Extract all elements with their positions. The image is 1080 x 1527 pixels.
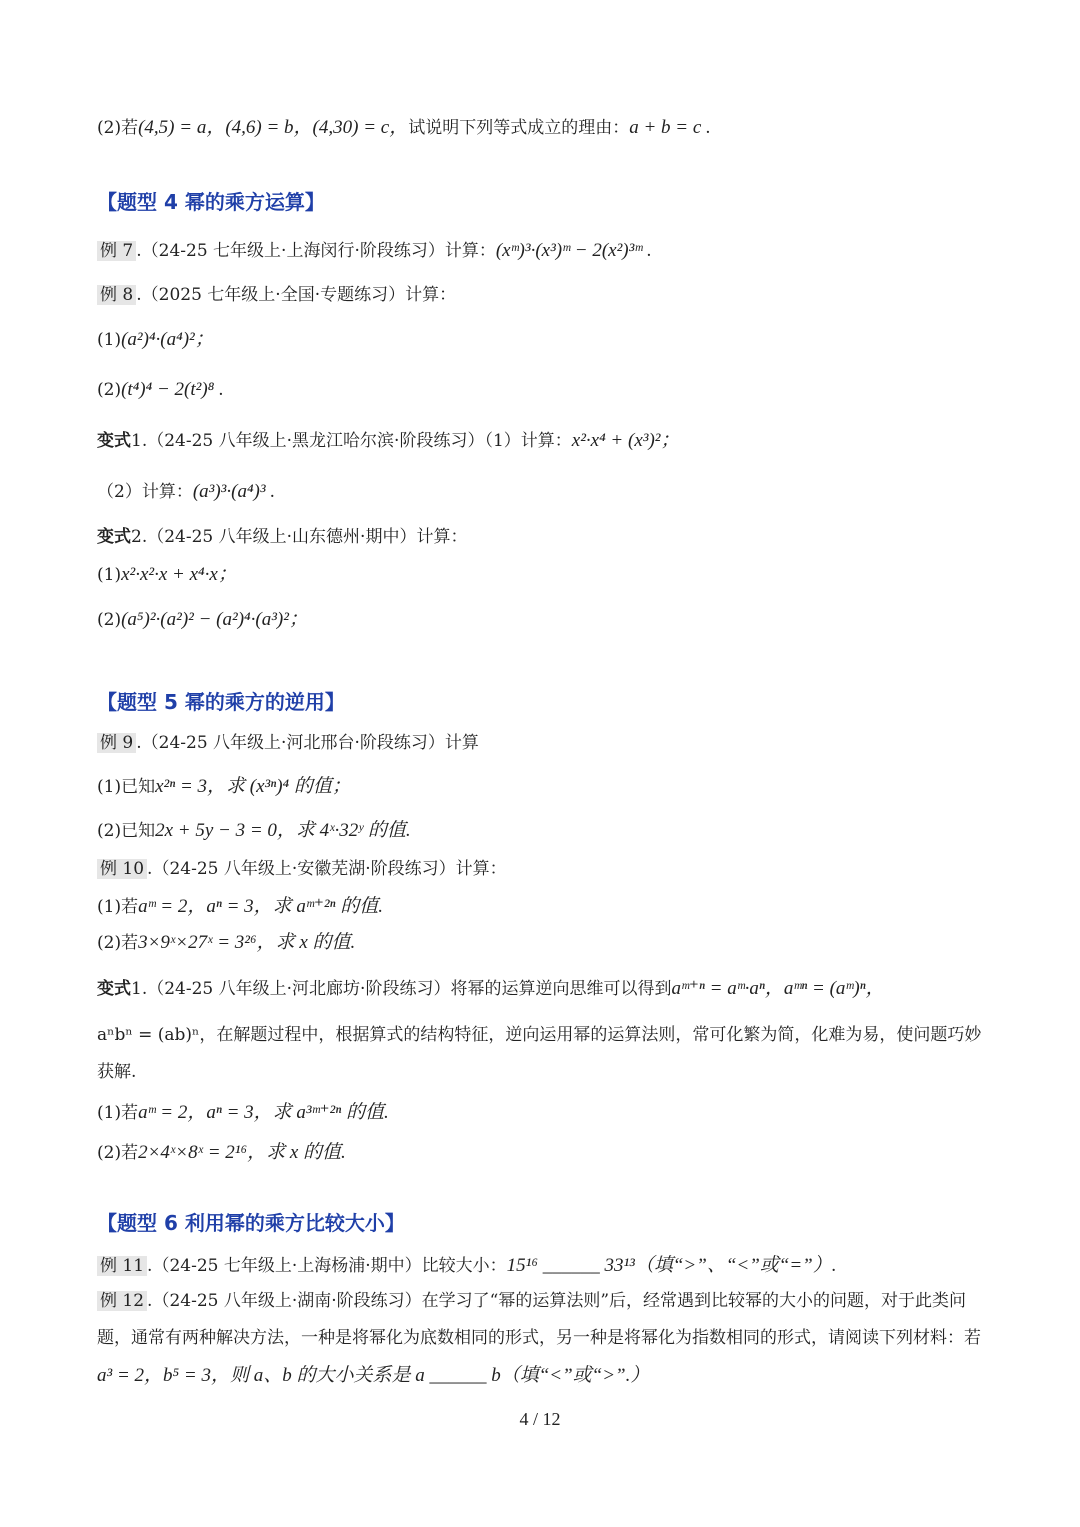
section-heading-6: 【题型 6 利用幂的乘方比较大小】 bbox=[97, 1211, 405, 1235]
variant-tag: 变式 bbox=[97, 527, 131, 547]
variant-tag: 变式 bbox=[97, 431, 131, 451]
variant-5-1-paragraph: aⁿbⁿ = (ab)ⁿ，在解题过程中，根据算式的结构特征，逆向运用幂的运算法则，常可化繁为简，化难为易，使问题巧妙获解. bbox=[97, 1025, 982, 1082]
example-tag: 例 8 bbox=[97, 285, 136, 305]
prev-problem-line: (2)若(4,5) = a，(4,6) = b，(4,30) = c，试说明下列等式成立的理由：a + b = c . bbox=[97, 117, 711, 138]
example-9: 例 9 .（24-25 八年级上·河北邢台·阶段练习）计算 bbox=[97, 730, 990, 756]
variant-2-part-2: (2)(a⁵)²·(a²)² − (a²)⁴·(a³)²； bbox=[97, 609, 308, 630]
example-10-part-1: (1)若aᵐ = 2，aⁿ = 3，求 aᵐ⁺²ⁿ 的值. bbox=[97, 896, 384, 917]
variant-2: 变式2.（24-25 八年级上·山东德州·期中）计算： bbox=[97, 527, 468, 547]
variant-2-part-1: (1)x²·x²·x + x⁴·x； bbox=[97, 564, 237, 585]
example-8-part-2: (2)(t⁴)⁴ − 2(t²)⁸ . bbox=[97, 379, 224, 400]
example-11: 例 11 .（24-25 七年级上·上海杨浦·期中）比较大小：15¹⁶ ______ 33¹³（填“>”、“<”或“=”）. bbox=[97, 1253, 990, 1279]
variant-1: 变式1.（24-25 八年级上·黑龙江哈尔滨·阶段练习）（1）计算：x²·x⁴ + (x³)²； bbox=[97, 430, 680, 451]
section-heading-4: 【题型 4 幂的乘方运算】 bbox=[97, 190, 325, 214]
section-heading-5: 【题型 5 幂的乘方的逆用】 bbox=[97, 690, 345, 714]
example-9-part-1: (1)已知x²ⁿ = 3，求 (x³ⁿ)⁴ 的值； bbox=[97, 776, 351, 797]
page-number: 4 / 12 bbox=[519, 1409, 561, 1429]
example-12: 例 12 .（24-25 八年级上·湖南·阶段练习）在学习了“幂的运算法则”后，经常遇到比较幂的大小的问题，对于此类问题，通常有两种解决方法，一种是将幂化为底数相同的形式，另一种是将幂化为指数相同的形式，请阅读下列材料：若a³ = 2，b⁵ = 3，则 a、b 的大小关系是 a ______ b（填“<”或“>”.） bbox=[97, 1291, 981, 1386]
example-7: 例 7 .（24-25 七年级上·上海闵行·阶段练习）计算：(xᵐ)³·(x³)ᵐ − 2(x²)³ᵐ . bbox=[97, 238, 990, 264]
variant-1-part-2: （2）计算：(a³)³·(a⁴)³ . bbox=[97, 481, 276, 502]
variant-5-1: 变式1.（24-25 八年级上·河北廊坊·阶段练习）将幂的运算逆向思维可以得到aᵐ⁺ⁿ = aᵐ·aⁿ，aᵐⁿ = (aᵐ)ⁿ， bbox=[97, 978, 885, 999]
example-tag: 例 10 bbox=[97, 859, 147, 879]
example-tag: 例 12 bbox=[97, 1291, 147, 1311]
variant-tag: 变式 bbox=[97, 979, 131, 999]
example-tag: 例 11 bbox=[97, 1256, 147, 1276]
example-8: 例 8 .（2025 七年级上·全国·专题练习）计算： bbox=[97, 282, 990, 308]
variant-5-1-part-2: (2)若2×4ˣ×8ˣ = 2¹⁶，求 x 的值. bbox=[97, 1142, 346, 1163]
example-8-part-1: (1)(a²)⁴·(a⁴)²； bbox=[97, 329, 214, 350]
example-tag: 例 9 bbox=[97, 733, 136, 753]
example-10: 例 10 .（24-25 八年级上·安徽芜湖·阶段练习）计算： bbox=[97, 856, 990, 882]
example-tag: 例 7 bbox=[97, 241, 136, 261]
variant-5-1-part-1: (1)若aᵐ = 2，aⁿ = 3，求 a³ᵐ⁺²ⁿ 的值. bbox=[97, 1102, 389, 1123]
example-9-part-2: (2)已知2x + 5y − 3 = 0，求 4ˣ·32ʸ 的值. bbox=[97, 820, 411, 841]
example-10-part-2: (2)若3×9ˣ×27ˣ = 3²⁶，求 x 的值. bbox=[97, 932, 356, 953]
